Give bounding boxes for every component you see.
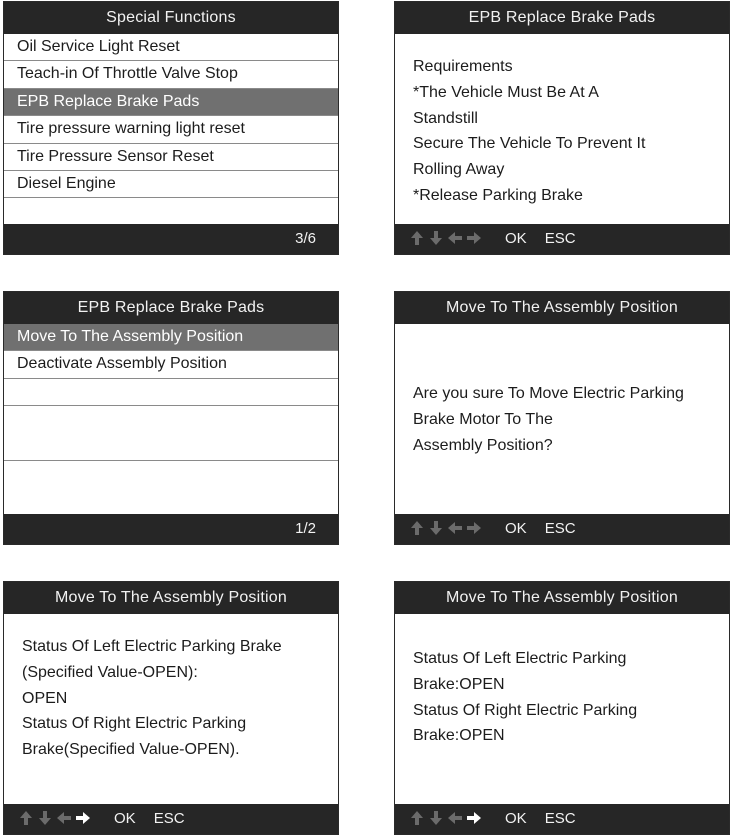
- arrow-up-icon[interactable]: [409, 229, 425, 247]
- nav-keys: [409, 229, 576, 247]
- screen-title: EPB Replace Brake Pads: [395, 2, 729, 34]
- menu-item-empty: [4, 461, 338, 488]
- screen-epb-requirements: [394, 1, 730, 255]
- nav-keys: [409, 809, 576, 827]
- message-line: *Release Parking Brake: [413, 186, 583, 204]
- menu-item-empty: [4, 379, 338, 406]
- menu-item-throttle-valve[interactable]: Teach-in Of Throttle Valve Stop: [4, 61, 338, 88]
- arrow-down-icon[interactable]: [37, 809, 53, 827]
- ok-button[interactable]: OK: [505, 229, 527, 247]
- footer-bar: [395, 804, 729, 834]
- arrow-right-icon[interactable]: [466, 229, 482, 247]
- arrow-up-icon[interactable]: [409, 809, 425, 827]
- message-text: [413, 646, 719, 749]
- message-line: (Specified Value-OPEN):: [22, 663, 198, 681]
- menu-list: [4, 34, 338, 226]
- arrow-right-icon[interactable]: [75, 809, 91, 827]
- menu-item-empty: [4, 406, 338, 433]
- footer-bar: [395, 514, 729, 544]
- footer-bar: [395, 224, 729, 254]
- footer-bar: [4, 514, 338, 544]
- arrow-right-icon[interactable]: [466, 519, 482, 537]
- ok-button[interactable]: OK: [505, 519, 527, 537]
- message-line: Brake:OPEN: [413, 675, 505, 693]
- arrow-up-icon[interactable]: [18, 809, 34, 827]
- screen-status-specified: [3, 581, 339, 835]
- message-line: *The Vehicle Must Be At A: [413, 83, 599, 101]
- menu-item-move-assembly[interactable]: Move To The Assembly Position: [4, 324, 338, 351]
- message-text: [22, 634, 328, 763]
- message-line: Rolling Away: [413, 161, 505, 179]
- menu-item-tire-warning-reset[interactable]: Tire pressure warning light reset: [4, 116, 338, 143]
- screen-confirm-assembly: [394, 291, 730, 545]
- esc-button[interactable]: ESC: [153, 809, 185, 827]
- menu-list: [4, 324, 338, 516]
- message-line: Brake:OPEN: [413, 727, 505, 745]
- message-line: Are you sure To Move Electric Parking: [413, 385, 684, 402]
- nav-keys: [409, 519, 576, 537]
- screen-title: Move To The Assembly Position: [395, 292, 729, 324]
- message-line: Status Of Right Electric Parking: [22, 715, 247, 733]
- message-text: [413, 54, 719, 209]
- message-line: OPEN: [22, 689, 68, 707]
- menu-item-tire-sensor-reset[interactable]: Tire Pressure Sensor Reset: [4, 144, 338, 171]
- message-line: Status Of Left Electric Parking: [413, 650, 627, 667]
- message-line: Brake(Specified Value-OPEN).: [22, 741, 240, 759]
- message-line: Brake Motor To The: [413, 410, 553, 428]
- message-text: [413, 381, 719, 458]
- footer-bar: [4, 804, 338, 834]
- message-line: Secure The Vehicle To Prevent It: [413, 135, 646, 153]
- menu-item-deactivate-assembly[interactable]: Deactivate Assembly Position: [4, 351, 338, 378]
- screen-status-result: [394, 581, 730, 835]
- esc-button[interactable]: ESC: [544, 229, 576, 247]
- arrow-up-icon[interactable]: [409, 519, 425, 537]
- arrow-left-icon[interactable]: [447, 519, 463, 537]
- message-line: Status Of Left Electric Parking Brake: [22, 638, 282, 655]
- arrow-down-icon[interactable]: [428, 229, 444, 247]
- esc-button[interactable]: ESC: [544, 519, 576, 537]
- screen-title: Move To The Assembly Position: [4, 582, 338, 614]
- menu-item-empty: [4, 434, 338, 461]
- arrow-left-icon[interactable]: [447, 809, 463, 827]
- menu-item-empty: [4, 198, 338, 225]
- message-line: Status Of Right Electric Parking: [413, 701, 638, 719]
- arrow-left-icon[interactable]: [56, 809, 72, 827]
- footer-bar: [4, 224, 338, 254]
- screen-special-functions: [3, 1, 339, 255]
- arrow-left-icon[interactable]: [447, 229, 463, 247]
- message-line: Standstill: [413, 109, 478, 127]
- esc-button[interactable]: ESC: [544, 809, 576, 827]
- nav-keys: [18, 809, 185, 827]
- menu-item-epb-replace[interactable]: EPB Replace Brake Pads: [4, 89, 338, 116]
- message-line: Requirements: [413, 58, 513, 75]
- page-indicator: 3/6: [295, 230, 316, 247]
- ok-button[interactable]: OK: [505, 809, 527, 827]
- message-line: Assembly Position?: [413, 436, 553, 454]
- arrow-right-icon[interactable]: [466, 809, 482, 827]
- screen-title: Special Functions: [4, 2, 338, 34]
- menu-item-oil-service-reset[interactable]: Oil Service Light Reset: [4, 34, 338, 61]
- arrow-down-icon[interactable]: [428, 519, 444, 537]
- menu-item-empty: [4, 488, 338, 515]
- menu-item-diesel-engine[interactable]: Diesel Engine: [4, 171, 338, 198]
- screen-epb-menu: [3, 291, 339, 545]
- screen-title: Move To The Assembly Position: [395, 582, 729, 614]
- page-indicator: 1/2: [295, 520, 316, 537]
- screen-title: EPB Replace Brake Pads: [4, 292, 338, 324]
- arrow-down-icon[interactable]: [428, 809, 444, 827]
- ok-button[interactable]: OK: [114, 809, 136, 827]
